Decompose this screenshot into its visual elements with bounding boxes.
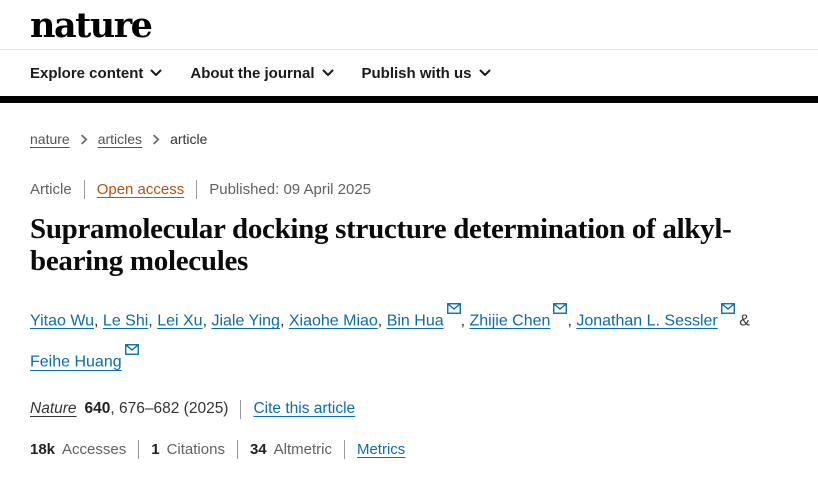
article-title: Supramolecular docking structure determination of alkyl-bearing molecules <box>30 213 732 277</box>
volume-number: 640 <box>84 400 111 418</box>
metrics-link[interactable]: Metrics <box>356 440 406 458</box>
author-link[interactable]: Yitao Wu <box>30 312 95 330</box>
author-separator-amp: & <box>734 312 750 330</box>
author-separator: , <box>567 312 577 330</box>
cite-this-article-link[interactable]: Cite this article <box>253 400 356 418</box>
nav-explore-content-label: Explore content <box>30 64 144 82</box>
divider <box>240 400 241 419</box>
divider <box>196 180 197 199</box>
author-link[interactable]: Jonathan L. Sessler <box>576 312 718 330</box>
main-nav <box>0 50 818 96</box>
chevron-right-icon <box>152 133 160 145</box>
author-separator: , <box>202 312 212 330</box>
breadcrumb-current: article <box>170 131 208 147</box>
author-link[interactable]: Bin Hua <box>386 312 444 330</box>
metrics-row <box>30 440 788 459</box>
author-link[interactable]: Xiaohe Miao <box>288 312 378 330</box>
author-link[interactable]: Lei Xu <box>157 312 203 330</box>
chevron-down-icon <box>150 69 162 77</box>
author-separator: , <box>148 312 158 330</box>
altmetric-label: Altmetric <box>273 440 332 458</box>
article-main <box>0 103 818 459</box>
article-meta-row <box>30 180 788 199</box>
published-date: Published: 09 April 2025 <box>209 181 372 198</box>
pages-year: , 676–682 (2025) <box>110 400 229 418</box>
divider <box>344 440 345 459</box>
author-separator: , <box>279 312 289 330</box>
citation-row <box>30 400 788 419</box>
nav-publish-with-us[interactable] <box>362 65 491 82</box>
author-separator: , <box>377 312 387 330</box>
breadcrumb-nature-link[interactable]: nature <box>30 131 70 147</box>
open-access-link[interactable]: Open access <box>96 181 185 198</box>
breadcrumb <box>30 131 788 147</box>
chevron-right-icon <box>80 133 88 145</box>
author-link[interactable]: Zhijie Chen <box>469 312 551 330</box>
site-header <box>0 0 818 50</box>
divider <box>84 180 85 199</box>
divider <box>237 440 238 459</box>
breadcrumb-articles-link[interactable]: articles <box>97 131 143 147</box>
nav-about-journal[interactable] <box>190 65 333 82</box>
email-envelope-icon[interactable] <box>125 333 139 368</box>
email-envelope-icon[interactable] <box>721 292 735 327</box>
author-link[interactable]: Feihe Huang <box>30 353 122 371</box>
email-envelope-icon[interactable] <box>553 292 567 327</box>
divider <box>138 440 139 459</box>
author-separator: , <box>460 312 470 330</box>
email-envelope-icon[interactable] <box>447 292 461 327</box>
header-divider-bar <box>0 96 818 103</box>
nav-publish-with-us-label: Publish with us <box>361 64 472 82</box>
citations-label: Citations <box>166 440 225 458</box>
journal-link[interactable]: Nature <box>30 400 77 418</box>
accesses-label: Accesses <box>62 440 127 458</box>
nature-logo[interactable]: nature <box>30 5 152 46</box>
nav-explore-content[interactable] <box>30 65 162 82</box>
chevron-down-icon <box>322 69 334 77</box>
author-link[interactable]: Le Shi <box>102 312 149 330</box>
altmetric-count: 34 <box>249 440 267 458</box>
nav-about-journal-label: About the journal <box>190 64 315 82</box>
author-link[interactable]: Jiale Ying <box>211 312 280 330</box>
citations-count: 1 <box>151 440 160 458</box>
accesses-count: 18k <box>30 440 56 458</box>
author-list <box>30 297 788 380</box>
chevron-down-icon <box>479 69 491 77</box>
article-type-label: Article <box>30 181 72 198</box>
author-separator: , <box>94 312 103 330</box>
